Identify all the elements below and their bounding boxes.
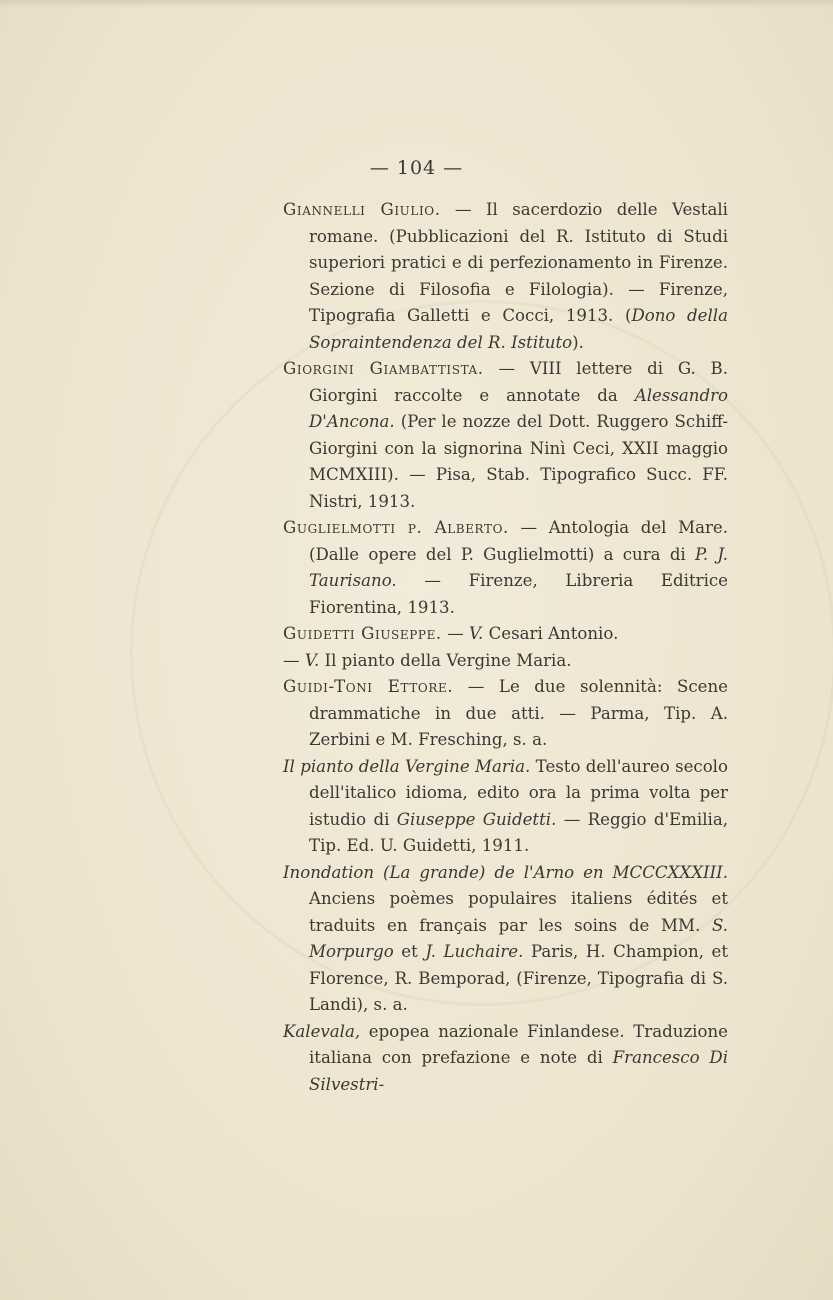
entry-editor: Francesco Di Silvestri- xyxy=(309,1048,728,1094)
entry-text: — Antologia del Mare. (Dalle opere del P. Guglielmotti) a cura di xyxy=(309,518,728,564)
entry-text-2: — Reggio d'Emilia, Tip. Ed. U. Guidetti, 1911. xyxy=(309,809,728,855)
entry-kalevala xyxy=(283,1019,728,1099)
entry-pianto xyxy=(283,754,728,860)
entry-reference: V. xyxy=(468,624,484,643)
entry-title: Il pianto della Vergine Maria. xyxy=(283,756,531,776)
entry-guidetti-2 xyxy=(283,648,728,675)
entry-author: Guidi-Toni Ettore. xyxy=(283,677,454,696)
entry-note: Dono della Sopraintendenza del R. Istituto xyxy=(309,306,728,352)
entry-text: — VIII lettere di G. B. Giorgini raccolte e annotate da xyxy=(309,359,729,405)
entry-text-2: — Firenze, Libreria Editrice Fiorentina, 1913. xyxy=(309,571,728,617)
entry-editor: S. Morpurgo xyxy=(309,915,728,961)
page-number: — 104 — xyxy=(369,157,464,179)
entry-text: — xyxy=(441,624,469,643)
entry-text: — Le due solennità: Scene drammatiche in due atti. — Parma, Tip. A. Zerbini e M. Fresching, s. a. xyxy=(309,677,728,749)
entry-reference: V. xyxy=(304,650,320,670)
entry-guglielmotti xyxy=(283,515,728,621)
entry-title: Kalevala, xyxy=(283,1021,361,1041)
entry-text: Anciens poèmes populaires italiens édités et traduits en français par les soins de MM. xyxy=(309,889,728,935)
entry-text: Testo dell'aureo secolo dell'italico idioma, edito ora la prima volta per istudio di xyxy=(309,756,728,829)
entry-author: Giannelli Giulio. xyxy=(283,200,441,219)
entry-guidetti xyxy=(283,621,728,648)
entry-title: Inondation (La grande) de l'Arno en MCCCXXXIII. xyxy=(283,862,728,882)
entry-author: Guidetti Giuseppe. xyxy=(283,624,442,643)
entry-text: Il pianto della Vergine Maria. xyxy=(319,650,572,670)
entry-editor: Alessandro D'Ancona. xyxy=(309,385,728,431)
entry-text: — Il sacerdozio delle Vestali romane. (Pubblicazioni del R. Istituto di Studi superiori pratici e di perfezionamento in Firenze. Sezione di Filosofia e Filologia). — Firenze, Tipografia Galletti e Cocci, 1913. ( xyxy=(309,200,728,325)
entry-giorgini xyxy=(283,356,728,515)
entry-editor: P. J. Taurisano. xyxy=(309,544,728,590)
entry-author: Guglielmotti p. Alberto. xyxy=(283,518,509,537)
entry-text-3: Paris, H. Champion, et Florence, R. Bemporad, (Firenze, Tipografia di S. Landi), s. a. xyxy=(309,942,728,1014)
page-top-edge xyxy=(0,0,833,8)
entry-text-2: (Per le nozze del Dott. Ruggero Schiff-Giorgini con la signorina Ninì Ceci, XXII maggio MCMXIII). — Pisa, Stab. Tipografico Succ. FF. Nistri, 1913. xyxy=(309,412,728,511)
entry-giannelli xyxy=(283,197,728,356)
entry-editor-2: J. Luchaire. xyxy=(425,942,524,961)
entry-dash: — xyxy=(283,650,305,670)
entry-inondation xyxy=(283,860,728,1019)
entry-end: ). xyxy=(572,332,584,352)
entry-text-2: Cesari Antonio. xyxy=(483,624,619,643)
bibliography-list xyxy=(283,197,728,1098)
entry-guidi-toni xyxy=(283,674,728,754)
entry-author: Giorgini Giambattista. xyxy=(283,359,484,378)
entry-editor: Giuseppe Guidetti. xyxy=(396,809,557,829)
entry-text: epopea nazionale Finlandese. Traduzione italiana con prefazione e note di xyxy=(309,1021,728,1067)
entry-text-2: et xyxy=(393,942,426,961)
